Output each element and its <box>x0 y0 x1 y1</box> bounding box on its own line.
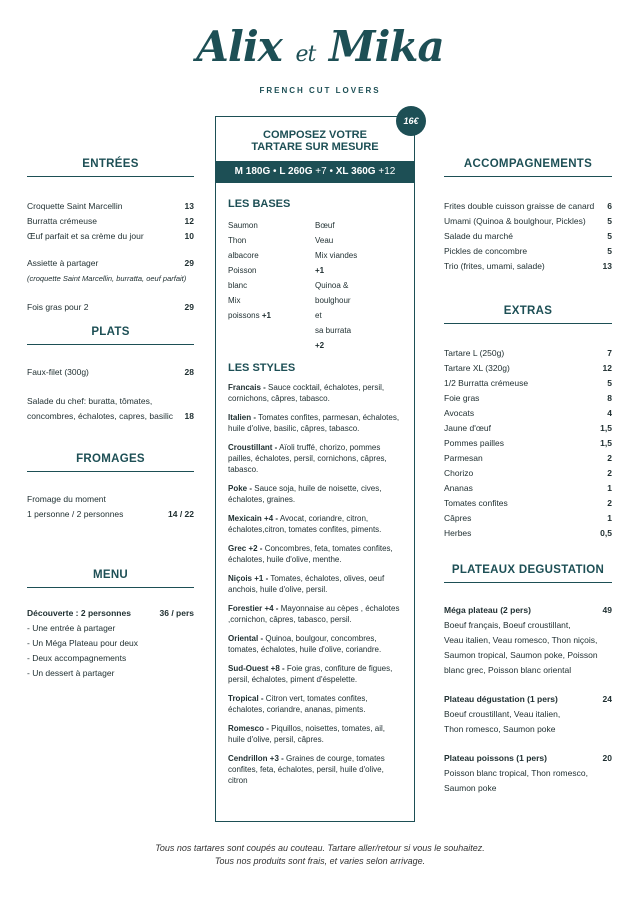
style-item <box>228 412 402 434</box>
list-item <box>444 259 612 274</box>
style-desc: Sauce cocktail, échalotes, persil, cornichons, câpres, tabasco. <box>228 383 385 403</box>
accompagnements-title: ACCOMPAGNEMENTS <box>444 157 612 177</box>
size-bar: M 180G • L 260G +7 • XL 360G +12 <box>215 161 415 183</box>
fromage-item: Fromage du moment 1 personne / 2 personnes 14 / 22 <box>27 494 194 519</box>
list-item <box>444 214 612 229</box>
style-name: Croustillant - <box>228 443 278 452</box>
item-name: Câpres <box>444 513 472 523</box>
item-price: 1 <box>607 513 612 523</box>
plateau-name: Méga plateau (2 pers) <box>444 605 531 615</box>
style-name: Mexicain +4 - <box>228 514 279 523</box>
entrees-title: ENTRÉES <box>27 157 194 177</box>
item-name: Avocats <box>444 408 475 418</box>
bases-title: LES BASES <box>228 198 291 210</box>
list-item <box>444 391 612 406</box>
item-price: 5 <box>607 231 612 241</box>
style-name: Italien - <box>228 413 257 422</box>
price-badge: 16€ <box>396 106 426 136</box>
footer-note: Tous nos tartares sont coupés au couteau. Tartare aller/retour si vous le souhaitez. Tous nos produits sont frais, et varies selon arrivage. <box>155 843 485 866</box>
plateau-line: Saumon tropical, Saumon poke, Poisson <box>444 650 598 660</box>
style-item <box>228 483 402 505</box>
style-desc: Tomates, échalotes, olives, oeuf anchois, huile d'olive, persil. <box>228 574 385 594</box>
tagline: FRENCH CUT LOVERS <box>259 86 381 95</box>
tartare-title: COMPOSEZ VOTRE TARTARE SUR MESURE <box>251 129 379 153</box>
menu-item: Découverte : 2 personnes 36 / pers - Une entrée à partager - Un Méga Plateau pour deux - Deux accompagnements - Un dessert à partager <box>27 606 194 681</box>
item-name: Foie gras <box>444 393 480 403</box>
item-name: Salade du marché <box>444 231 513 241</box>
accompagnements-list <box>444 199 612 274</box>
style-desc: Foie gras, confiture de figues, persil, échalotes, piment d'éspelette. <box>228 664 393 684</box>
plateau-line: Veau italien, Veau romesco, Thon niçois, <box>444 635 598 645</box>
plateau-line: Boeuf croustillant, Veau italien, <box>444 709 561 719</box>
plateaux-list <box>444 603 612 796</box>
plateau-name: Plateau poissons (1 pers) <box>444 753 547 763</box>
menu-title: MENU <box>27 568 194 588</box>
style-name: Forestier +4 - <box>228 604 279 613</box>
item-name: Trio (frites, umami, salade) <box>444 261 545 271</box>
style-name: Francais - <box>228 383 266 392</box>
list-item <box>444 199 612 214</box>
item-price: 2 <box>607 498 612 508</box>
tartare-box <box>215 116 415 822</box>
list-item <box>444 511 612 526</box>
list-item: Burratta crémeuse 12 <box>27 216 194 226</box>
style-item <box>228 382 402 404</box>
list-item <box>444 436 612 451</box>
style-name: Grec +2 - <box>228 544 263 553</box>
style-desc: Citron vert, tomates confites, échalotes, coriandre, ananas, piments. <box>228 694 368 714</box>
item-price: 4 <box>607 408 612 418</box>
style-item <box>228 603 402 625</box>
assiette-item: Assiette à partager 29 (croquette Saint Marcellin, burratta, oeuf parfait) <box>27 256 194 286</box>
style-desc: Graines de courge, tomates confites, feta, échalotes, persil, huile d'olive, citron <box>228 754 385 785</box>
plateau-line: blanc grec, Poisson blanc oriental <box>444 665 572 675</box>
logo-second: Mika <box>328 22 444 71</box>
list-item <box>444 376 612 391</box>
extras-list <box>444 346 612 541</box>
brand-logo <box>0 22 640 71</box>
style-item <box>228 513 402 535</box>
list-item <box>444 229 612 244</box>
item-name: Tartare L (250g) <box>444 348 505 358</box>
style-name: Oriental - <box>228 634 264 643</box>
plateau-line: Thon romesco, Saumon poke <box>444 724 556 734</box>
style-item <box>228 543 402 565</box>
item-price: 6 <box>607 201 612 211</box>
style-desc: Sauce soja, huile de noisette, cives, échalotes, graines. <box>228 484 382 504</box>
style-item <box>228 663 402 685</box>
plats-title: PLATS <box>27 325 194 345</box>
logo-et: et <box>295 42 316 67</box>
styles-title: LES STYLES <box>228 362 296 374</box>
item-name: Parmesan <box>444 453 483 463</box>
style-item <box>228 442 402 475</box>
style-item <box>228 573 402 595</box>
item-name: Umami (Quinoa & boulghour, Pickles) <box>444 216 586 226</box>
list-item: - Un dessert à partager <box>27 668 115 678</box>
style-name: Romesco - <box>228 724 269 733</box>
list-item: Croquette Saint Marcellin 13 <box>27 201 194 211</box>
item-name: Jaune d'œuf <box>444 423 491 433</box>
style-desc: Avocat, coriandre, citron, échalotes,citron, tomates confites, piments. <box>228 514 382 534</box>
foie-item: Fois gras pour 2 29 <box>27 302 194 312</box>
item-price: 0,5 <box>600 528 612 538</box>
style-item <box>228 723 402 745</box>
list-item <box>444 346 612 361</box>
plateaux-title: PLATEAUX DEGUSTATION <box>444 563 612 583</box>
item-price: 12 <box>602 363 612 373</box>
item-name: Herbes <box>444 528 472 538</box>
item-name: Pickles de concombre <box>444 246 528 256</box>
style-item <box>228 633 402 655</box>
plateau-price: 24 <box>602 694 612 704</box>
item-name: 1/2 Burratta crémeuse <box>444 378 529 388</box>
style-desc: Mayonnaise au cèpes , échalotes ,cornichon, câpres, tabasco, persil. <box>228 604 400 624</box>
item-price: 1,5 <box>600 438 612 448</box>
style-name: Niçois +1 - <box>228 574 269 583</box>
plateau-price: 20 <box>602 753 612 763</box>
style-name: Poke - <box>228 484 253 493</box>
style-name: Tropical - <box>228 694 264 703</box>
plateau-name: Plateau dégustation (1 pers) <box>444 694 558 704</box>
list-item <box>444 451 612 466</box>
extras-title: EXTRAS <box>444 304 612 324</box>
item-price: 5 <box>607 378 612 388</box>
list-item <box>444 244 612 259</box>
list-item: - Un Méga Plateau pour deux <box>27 638 139 648</box>
list-item: - Deux accompagnements <box>27 653 127 663</box>
item-name: Tartare XL (320g) <box>444 363 510 373</box>
item-price: 8 <box>607 393 612 403</box>
left-column <box>27 157 194 681</box>
fromages-title: FROMAGES <box>27 452 194 472</box>
style-desc: Concombres, feta, tomates confites, échalotes, huile d'olive, menthe. <box>228 544 393 564</box>
logo-main: Alix <box>196 22 282 71</box>
bases-list: Saumon Thon albacore Poisson blanc Mix poissons +1 Bœuf Veau Mix viandes +1 Quinoa & boulghour et sa burrata +2 <box>228 221 358 350</box>
plateau-item <box>444 603 612 678</box>
style-desc: Piquillos, noisettes, tomates, ail, huile d'olive, persil, câpres. <box>228 724 385 744</box>
assiette-note: (croquette Saint Marcellin, burratta, oeuf parfait) <box>27 274 187 283</box>
item-name: Ananas <box>444 483 473 493</box>
item-price: 5 <box>607 246 612 256</box>
item-price: 2 <box>607 453 612 463</box>
list-item <box>444 466 612 481</box>
list-item: Œuf parfait et sa crème du jour 10 <box>27 231 194 241</box>
list-item: - Une entrée à partager <box>27 623 116 633</box>
item-price: 13 <box>602 261 612 271</box>
list-item <box>444 421 612 436</box>
list-item <box>444 526 612 541</box>
list-item <box>444 481 612 496</box>
item-price: 7 <box>607 348 612 358</box>
style-name: Cendrillon +3 - <box>228 754 284 763</box>
item-name: Chorizo <box>444 468 474 478</box>
list-item <box>444 406 612 421</box>
item-name: Frites double cuisson graisse de canard <box>444 201 595 211</box>
style-desc: Quinoa, boulgour, concombres, tomates, échalotes, huile d'olive, coriandre. <box>228 634 382 654</box>
plateau-item <box>444 692 612 737</box>
salade-item: Salade du chef: buratta, tômates, concombres, échalotes, capres, basilic 18 <box>27 396 194 421</box>
item-name: Pommes pailles <box>444 438 504 448</box>
styles-list <box>228 382 402 786</box>
plateau-price: 49 <box>602 605 612 615</box>
item-price: 2 <box>607 468 612 478</box>
list-item <box>444 361 612 376</box>
style-item <box>228 753 402 786</box>
item-price: 1,5 <box>600 423 612 433</box>
plateau-line: Poisson blanc tropical, Thon romesco, <box>444 768 588 778</box>
item-price: 1 <box>607 483 612 493</box>
item-price: 5 <box>607 216 612 226</box>
list-item: Faux-filet (300g) 28 <box>27 367 194 377</box>
plateau-line: Saumon poke <box>444 783 497 793</box>
list-item <box>444 496 612 511</box>
style-desc: Tomates confites, parmesan, échalotes, huile d'olive, basilic, câpres, tabasco. <box>228 413 400 433</box>
style-item <box>228 693 402 715</box>
plateau-item <box>444 751 612 796</box>
item-name: Tomates confites <box>444 498 508 508</box>
style-name: Sud-Ouest +8 - <box>228 664 285 673</box>
entrees-list <box>27 199 194 244</box>
style-desc: Aïoli truffé, chorizo, pommes pailles, échalotes, persil, cornichons, câpres, tabasco. <box>228 443 387 474</box>
right-column <box>444 157 612 810</box>
plateau-line: Boeuf français, Boeuf croustillant, <box>444 620 571 630</box>
